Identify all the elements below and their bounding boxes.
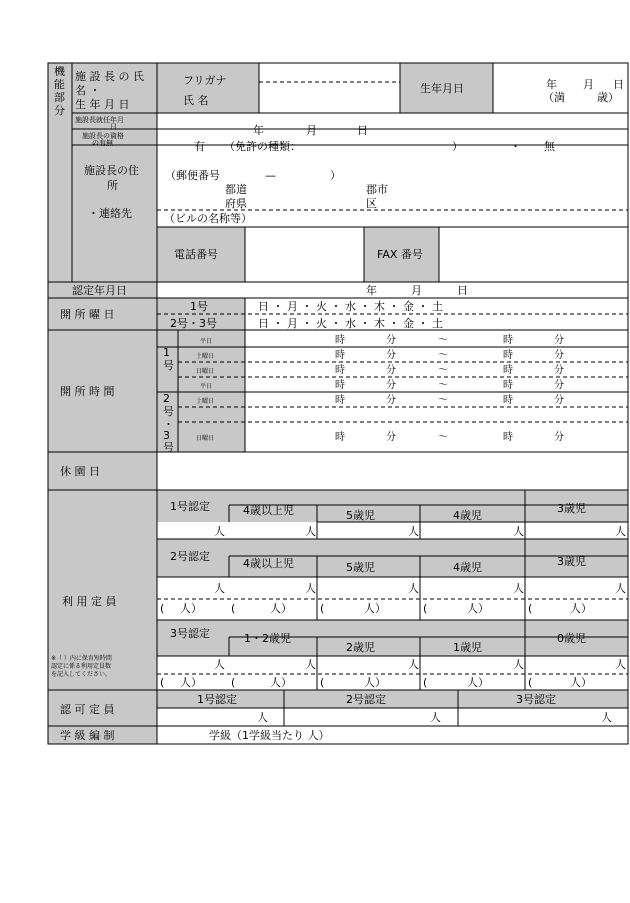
tel-label: 電話番号 [174, 248, 218, 261]
hours-row-4 [335, 393, 564, 406]
pref-label: 都道 [225, 183, 247, 196]
dob-year: 年 [546, 78, 557, 91]
approved-label: 認 可 定 員 [60, 703, 115, 716]
paren-unit: 人） [180, 602, 202, 615]
paren-open: ( [423, 602, 428, 615]
capacity-unit: 人 [408, 582, 419, 595]
start-date-label: 施設長就任年月 [75, 116, 124, 124]
fax-label: FAX 番号 [377, 248, 423, 261]
section-char: 部 [54, 91, 65, 104]
cert-year: 年 [366, 284, 377, 297]
hours-row-label: 日曜日 [196, 368, 215, 375]
paren-unit: 人） [270, 676, 292, 689]
paren-open: ( [231, 602, 236, 615]
hour-fun: 分 [554, 395, 564, 406]
contact-label: ・連絡先 [88, 207, 132, 220]
classes-label: 学 級 編 制 [60, 729, 115, 742]
paren-open: ( [160, 602, 165, 615]
hours-row-label: 日曜日 [196, 435, 215, 442]
hour-fun: 分 [554, 335, 564, 346]
approved-col: 1号認定 [197, 693, 237, 706]
open-hours-label: 開 所 時 間 [60, 385, 115, 398]
paren-unit: 人） [180, 676, 202, 689]
license-no: 無 [544, 140, 555, 153]
paren-unit: 人） [467, 676, 489, 689]
postal-dash: — [265, 169, 276, 182]
start-day: 日 [357, 124, 368, 137]
hour-fun: 分 [386, 350, 396, 361]
section-char: 能 [54, 78, 65, 91]
group-a: 5歳児 [346, 561, 375, 574]
hour-ji: 時 [503, 380, 513, 391]
approved-col: 2号認定 [346, 693, 386, 706]
paren-open: ( [320, 676, 325, 689]
address-label: 所 [107, 179, 118, 192]
age-close: 歳） [597, 91, 619, 104]
start-year: 年 [253, 124, 264, 137]
group-label: 1号認定 [170, 500, 210, 513]
postal-label: （郵便番号 [165, 169, 220, 182]
hour-ji: 時 [335, 432, 345, 443]
license-dot: ・ [510, 140, 521, 153]
capacity-unit: 人 [615, 582, 626, 595]
start-month: 月 [306, 124, 317, 137]
capacity-unit: 人 [305, 582, 316, 595]
capacity-unit: 人 [214, 525, 225, 538]
capacity-unit: 人 [513, 658, 524, 671]
group-c: 3歳児 [557, 502, 586, 515]
capacity-unit: 人 [214, 582, 225, 595]
hour-ji: 時 [335, 395, 345, 406]
dob-day: 日 [613, 78, 624, 91]
group-b: 4歳児 [453, 561, 482, 574]
approved-unit: 人 [430, 711, 441, 724]
hour-tilde: 〜 [438, 395, 448, 406]
section-char: 機 [54, 65, 65, 78]
hour-fun: 分 [386, 335, 396, 346]
name-label: 氏 名 [183, 94, 209, 107]
group-main: 4歳以上児 [243, 557, 294, 570]
approved-col: 3号認定 [516, 693, 556, 706]
group2-char: 号 [163, 441, 174, 454]
hours-row-label: 平日 [200, 338, 213, 345]
capacity-unit: 人 [408, 525, 419, 538]
address-label: 施設長の住 [84, 164, 139, 177]
holiday-label: 休 園 日 [60, 465, 100, 478]
hour-tilde: 〜 [438, 350, 448, 361]
hour-ji: 時 [335, 380, 345, 391]
director-label: 生 年 月 日 [75, 98, 130, 111]
group-b: 4歳児 [453, 509, 482, 522]
capacity-note: ※（ ）内に保育短時間 [51, 655, 112, 662]
hours-row-label: 土曜日 [196, 398, 215, 405]
hour-ji: 時 [335, 335, 345, 346]
group-main: 1・2歳児 [244, 632, 291, 645]
open-days-1-label: 1号 [190, 300, 208, 313]
pref-label: 府県 [225, 197, 247, 210]
paren-open: ( [231, 676, 236, 689]
cert-month: 月 [411, 284, 422, 297]
city-label: 郡市 [366, 183, 388, 196]
capacity-unit: 人 [615, 658, 626, 671]
hour-fun: 分 [386, 380, 396, 391]
hour-tilde: 〜 [438, 335, 448, 346]
hours-row-3 [335, 378, 564, 391]
group2-char: ・ [163, 418, 174, 431]
hours-row-label: 平日 [200, 383, 213, 390]
postal-close: ） [330, 169, 341, 182]
group2-char: 2 [163, 392, 170, 405]
paren-unit: 人） [270, 602, 292, 615]
hour-ji: 時 [503, 395, 513, 406]
hour-ji: 時 [503, 335, 513, 346]
hour-tilde: 〜 [438, 432, 448, 443]
dob-label: 生年月日 [420, 82, 464, 95]
hours-row-1 [335, 348, 564, 361]
hour-fun: 分 [386, 365, 396, 376]
open-days-2-days: 日 ・ 月 ・ 火 ・ 水 ・ 木 ・ 金 ・ 土 [258, 317, 443, 330]
hour-tilde: 〜 [438, 380, 448, 391]
cert-day: 日 [457, 284, 468, 297]
hour-fun: 分 [386, 395, 396, 406]
cert-date-label: 認定年月日 [72, 284, 127, 297]
hour-ji: 時 [503, 432, 513, 443]
holiday-row [60, 464, 100, 478]
capacity-unit: 人 [408, 658, 419, 671]
hour-fun: 分 [554, 365, 564, 376]
license-yes: 有 [194, 140, 205, 153]
paren-open: ( [160, 676, 165, 689]
capacity-unit: 人 [513, 525, 524, 538]
hours-row-2 [335, 363, 564, 376]
approved-unit: 人 [601, 711, 612, 724]
hour-fun: 分 [554, 350, 564, 361]
section-label [54, 64, 66, 117]
group-c: 0歳児 [557, 632, 586, 645]
license-label: の有無 [92, 139, 113, 147]
capacity-label: 利 用 定 員 [62, 595, 117, 608]
group2-char: 3 [163, 429, 170, 442]
group-a: 5歳児 [346, 509, 375, 522]
hour-fun: 分 [554, 380, 564, 391]
start-date-label: 日 [110, 123, 117, 131]
paren-unit: 人） [364, 602, 386, 615]
capacity-unit: 人 [305, 525, 316, 538]
open-days-2-label: 2号・3号 [170, 317, 217, 330]
hour-tilde: 〜 [438, 365, 448, 376]
director-label: 施 設 長 の 氏 [75, 70, 144, 83]
building-label: （ビルの名称等） [164, 212, 252, 225]
group-a: 2歳児 [346, 641, 375, 654]
capacity-unit: 人 [513, 582, 524, 595]
classes-row [60, 728, 330, 742]
open-days-1-days: 日 ・ 月 ・ 火 ・ 水 ・ 木 ・ 金 ・ 土 [258, 300, 443, 313]
hour-ji: 時 [503, 365, 513, 376]
license-label: 施設長の資格 [82, 132, 124, 140]
group-b: 1歳児 [453, 641, 482, 654]
capacity-unit: 人 [615, 525, 626, 538]
capacity-unit: 人 [305, 658, 316, 671]
hours-row-0 [335, 333, 564, 346]
classes-text: 学級（1学級当たり 人） [209, 729, 330, 742]
hours-row-label: 土曜日 [196, 353, 215, 360]
paren-open: ( [528, 602, 533, 615]
capacity-note: 認定に係る利用定員数 [51, 663, 112, 670]
capacity-note: を記入してください。 [51, 671, 112, 678]
dob-month: 月 [583, 78, 594, 91]
group2-char: 号 [163, 405, 174, 418]
section-char: 分 [54, 104, 65, 117]
paren-unit: 人） [467, 602, 489, 615]
hour-ji: 時 [335, 365, 345, 376]
group-label: 3号認定 [170, 627, 210, 640]
furigana-label: フリガナ [183, 74, 227, 87]
paren-unit: 人） [364, 676, 386, 689]
city-label: 区 [366, 197, 377, 210]
approved-unit: 人 [257, 711, 268, 724]
director-label: 名 ・ [75, 84, 101, 97]
group-main: 4歳以上児 [243, 504, 294, 517]
paren-unit: 人） [570, 676, 592, 689]
paren-unit: 人） [570, 602, 592, 615]
paren-open: ( [320, 602, 325, 615]
paren-open: ( [423, 676, 428, 689]
group-c: 3歳児 [557, 555, 586, 568]
paren-open: ( [528, 676, 533, 689]
license-type-label: （免許の種類： [224, 140, 301, 153]
hour-fun: 分 [386, 432, 396, 443]
age-open: （満 [543, 91, 565, 104]
hour-ji: 時 [335, 350, 345, 361]
group-label: 2号認定 [170, 550, 210, 563]
hour-fun: 分 [554, 432, 564, 443]
hour-ji: 時 [503, 350, 513, 361]
open-days-label: 開 所 曜 日 [60, 308, 115, 321]
license-close: ） [452, 140, 463, 153]
hours-row-5 [335, 430, 564, 443]
capacity-unit: 人 [214, 658, 225, 671]
group1-char: 号 [163, 359, 174, 372]
group1-char: 1 [163, 346, 170, 359]
